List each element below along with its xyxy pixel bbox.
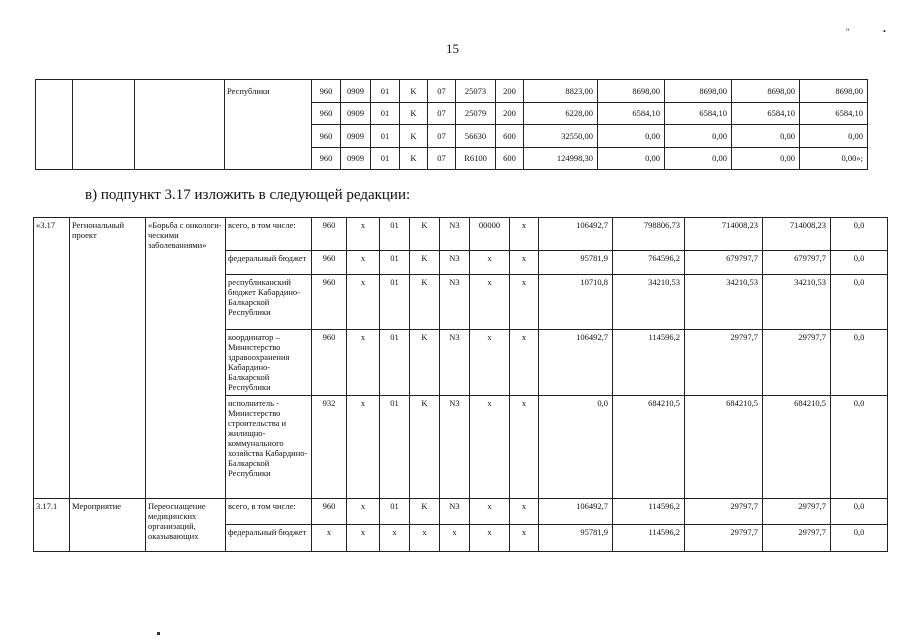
table-cell: x xyxy=(347,274,380,329)
row-label: всего, в том числе: xyxy=(226,218,312,251)
table-cell: 106492,7 xyxy=(539,218,613,251)
table-cell: 0,00 xyxy=(665,147,732,170)
top-mark: • xyxy=(883,27,886,36)
table-cell: x xyxy=(470,274,510,329)
table-cell: 29797,7 xyxy=(685,329,763,395)
table-cell: x xyxy=(410,524,440,551)
table-cell: 960 xyxy=(312,147,341,170)
table-cell: 932 xyxy=(312,395,347,498)
table-cell: K xyxy=(410,498,440,524)
table-cell: x xyxy=(510,395,539,498)
table-cell: x xyxy=(347,218,380,251)
table-cell: 114596,2 xyxy=(613,498,685,524)
table-cell: 114596,2 xyxy=(613,524,685,551)
table-cell: 07 xyxy=(428,147,456,170)
table-cell: 679797,7 xyxy=(763,250,831,274)
table-cell: x xyxy=(510,524,539,551)
table-cell: 960 xyxy=(312,329,347,395)
table-cell: x xyxy=(380,524,410,551)
table-cell: 0,00»; xyxy=(800,147,868,170)
table-cell: 0,0 xyxy=(831,395,888,498)
table-cell: 00000 xyxy=(470,218,510,251)
row-type: Мероприятие xyxy=(70,498,146,551)
table-cell: 600 xyxy=(496,125,524,148)
table-cell: 10710,8 xyxy=(539,274,613,329)
table-cell: 200 xyxy=(496,80,524,103)
row-type: Региональный проект xyxy=(70,218,146,251)
table-row xyxy=(34,250,888,274)
table-cell: 0909 xyxy=(341,80,371,103)
table-cell: 684210,5 xyxy=(763,395,831,498)
table-cell: 01 xyxy=(380,329,410,395)
table-cell: x xyxy=(510,498,539,524)
row-label: координатор – Министерство здравоохранения Кабардино-Балкарской Республики xyxy=(226,329,312,395)
table-cell: 0909 xyxy=(341,147,371,170)
table-cell: K xyxy=(410,250,440,274)
table-cell: 0,00 xyxy=(800,125,868,148)
table-cell: 714008,23 xyxy=(763,218,831,251)
table-cell: 8698,00 xyxy=(598,80,665,103)
table-cell: 106492,7 xyxy=(539,329,613,395)
table-cell: 6228,00 xyxy=(524,102,598,125)
table-cell: 600 xyxy=(496,147,524,170)
row-name: «Борьба с онкологи-ческими заболеваниями» xyxy=(146,218,226,251)
table-cell: 714008,23 xyxy=(685,218,763,251)
table-cell: 34210,53 xyxy=(763,274,831,329)
row-label: республиканский бюджет Кабардино-Балкарской Республики xyxy=(226,274,312,329)
budget-table xyxy=(33,217,888,552)
table-cell: R6100 xyxy=(456,147,496,170)
table-cell: K xyxy=(410,274,440,329)
table-cell: x xyxy=(347,329,380,395)
table-cell: x xyxy=(347,498,380,524)
table-cell: 0,00 xyxy=(665,125,732,148)
table-cell: 56630 xyxy=(456,125,496,148)
table-cell: 01 xyxy=(371,102,400,125)
table-cell: x xyxy=(510,250,539,274)
top-mark: “ xyxy=(846,27,850,36)
table-cell: K xyxy=(400,102,428,125)
table-cell: 07 xyxy=(428,80,456,103)
table-cell: 960 xyxy=(312,250,347,274)
table-cell xyxy=(73,80,135,170)
table-cell: 0,0 xyxy=(831,218,888,251)
table-cell: x xyxy=(347,524,380,551)
table-cell: 684210,5 xyxy=(685,395,763,498)
table-cell: 0,0 xyxy=(831,329,888,395)
table-cell: 0,00 xyxy=(598,125,665,148)
table-row xyxy=(36,80,868,103)
table-cell: 0,00 xyxy=(598,147,665,170)
table-cell: 106492,7 xyxy=(539,498,613,524)
table-cell: 25079 xyxy=(456,102,496,125)
table-cell: 0909 xyxy=(341,102,371,125)
table-cell: 01 xyxy=(380,498,410,524)
scan-dot xyxy=(157,632,160,635)
table-cell: x xyxy=(470,498,510,524)
table-cell: x xyxy=(440,524,470,551)
table-cell: 01 xyxy=(371,147,400,170)
table-cell: 960 xyxy=(312,218,347,251)
table-cell: 0,0 xyxy=(831,498,888,524)
table-cell: x xyxy=(347,250,380,274)
table-cell: 29797,7 xyxy=(763,329,831,395)
table-cell: x xyxy=(312,524,347,551)
table-cell: 960 xyxy=(312,125,341,148)
table-cell: N3 xyxy=(440,274,470,329)
table-cell: 6584,10 xyxy=(800,102,868,125)
table-cell: 34210,53 xyxy=(613,274,685,329)
table-row xyxy=(34,218,888,251)
table-cell: 29797,7 xyxy=(763,524,831,551)
table-cell: x xyxy=(510,274,539,329)
table-cell: 0909 xyxy=(341,125,371,148)
table-cell: 8698,00 xyxy=(800,80,868,103)
table-cell: 960 xyxy=(312,80,341,103)
table-cell: x xyxy=(470,250,510,274)
row-label: федеральный бюджет xyxy=(226,524,312,551)
table-cell: 95781,9 xyxy=(539,250,613,274)
row-name: Переоснащение медицинских организаций, оказывающих xyxy=(146,498,226,551)
table-cell: 0,00 xyxy=(732,147,800,170)
table-cell: 960 xyxy=(312,102,341,125)
table-cell: 01 xyxy=(371,125,400,148)
table-cell: x xyxy=(347,395,380,498)
table-cell: 960 xyxy=(312,274,347,329)
table-cell: 0,0 xyxy=(831,250,888,274)
row-label: всего, в том числе: xyxy=(226,498,312,524)
table-cell: 29797,7 xyxy=(685,524,763,551)
table-cell: 01 xyxy=(371,80,400,103)
table-cell: 34210,53 xyxy=(685,274,763,329)
table-cell: 798806,73 xyxy=(613,218,685,251)
table-cell: 764596,2 xyxy=(613,250,685,274)
table-cell: 6584,10 xyxy=(598,102,665,125)
table-cell: x xyxy=(510,329,539,395)
row-number: «3.17 xyxy=(34,218,70,499)
table-cell: 124998,30 xyxy=(524,147,598,170)
table-cell: 6584,10 xyxy=(665,102,732,125)
table-cell: K xyxy=(410,329,440,395)
table-cell: K xyxy=(410,218,440,251)
row-label: исполнитель - Министерство строительства и жилищно-коммунального хозяйства Кабардино-Балкарской Республики xyxy=(226,395,312,498)
table-cell xyxy=(70,250,146,498)
table-cell: 679797,7 xyxy=(685,250,763,274)
table-cell: 25073 xyxy=(456,80,496,103)
table-cell: 200 xyxy=(496,102,524,125)
table-cell: x xyxy=(470,395,510,498)
table-cell: 01 xyxy=(380,395,410,498)
table-cell: N3 xyxy=(440,498,470,524)
table-cell xyxy=(135,80,225,170)
table-cell: K xyxy=(400,125,428,148)
table-cell: 01 xyxy=(380,218,410,251)
table-cell: 6584,10 xyxy=(732,102,800,125)
table-cell: 8698,00 xyxy=(732,80,800,103)
row-number: 3.17.1 xyxy=(34,498,70,551)
section-heading: в) подпункт 3.17 изложить в следующей редакции: xyxy=(85,187,411,203)
budget-table-continued xyxy=(35,79,868,170)
table-cell xyxy=(36,80,73,170)
table-cell: K xyxy=(400,147,428,170)
table-cell: 0,0 xyxy=(539,395,613,498)
table-cell: 684210,5 xyxy=(613,395,685,498)
table-cell: 95781,9 xyxy=(539,524,613,551)
table-cell: 0,0 xyxy=(831,524,888,551)
page-number: 15 xyxy=(446,41,459,56)
table-cell: N3 xyxy=(440,329,470,395)
table-cell: 07 xyxy=(428,125,456,148)
table-cell: x xyxy=(510,218,539,251)
table-cell: 114596,2 xyxy=(613,329,685,395)
table-cell: 32550,00 xyxy=(524,125,598,148)
table-cell: K xyxy=(410,395,440,498)
table-cell: x xyxy=(470,329,510,395)
table-cell: 8823,00 xyxy=(524,80,598,103)
table-cell: 29797,7 xyxy=(763,498,831,524)
table-cell: x xyxy=(470,524,510,551)
table-cell: N3 xyxy=(440,395,470,498)
table-row xyxy=(34,498,888,524)
table-cell: N3 xyxy=(440,218,470,251)
row-label: федеральный бюджет xyxy=(226,250,312,274)
table-cell: 01 xyxy=(380,250,410,274)
table-cell: 0,0 xyxy=(831,274,888,329)
row-description: Республики xyxy=(225,80,312,170)
table-cell: 960 xyxy=(312,498,347,524)
table-cell: 01 xyxy=(380,274,410,329)
table-cell: N3 xyxy=(440,250,470,274)
table-cell xyxy=(146,250,226,498)
table-cell: 29797,7 xyxy=(685,498,763,524)
table-cell: 8698,00 xyxy=(665,80,732,103)
table-cell: K xyxy=(400,80,428,103)
table-cell: 07 xyxy=(428,102,456,125)
table-cell: 0,00 xyxy=(732,125,800,148)
